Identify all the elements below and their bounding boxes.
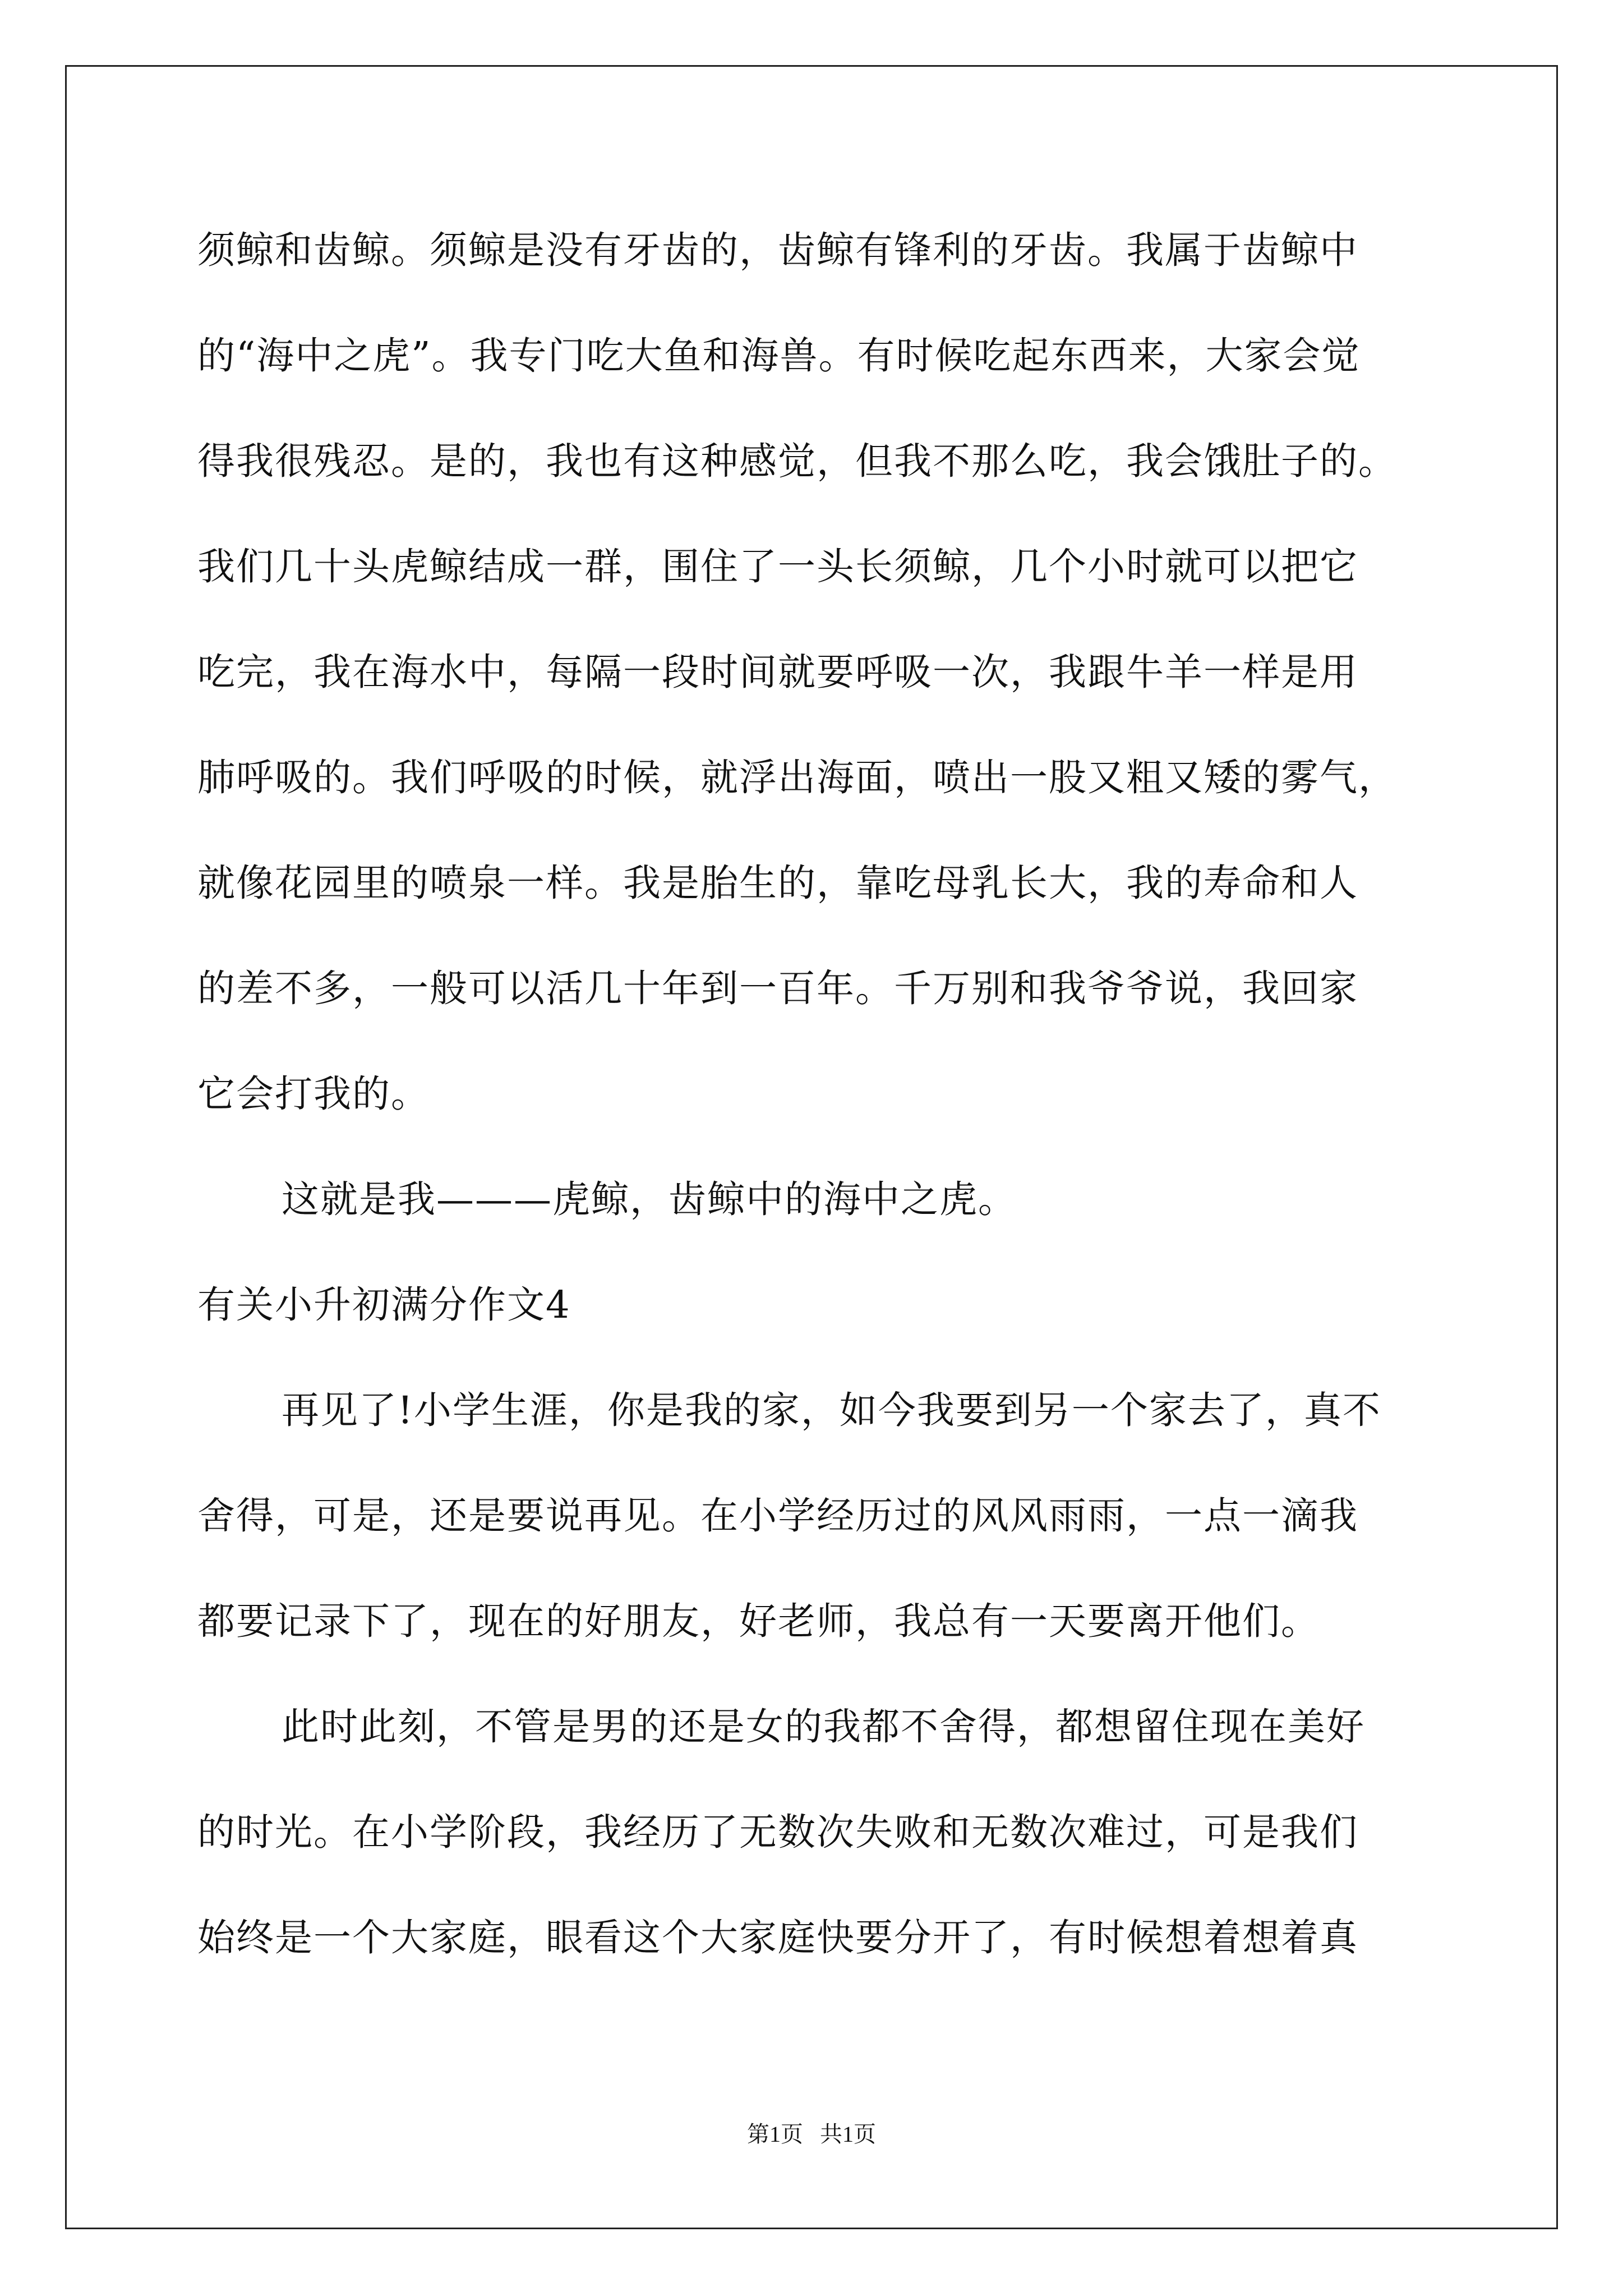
text-line: 的“海中之虎”。我专门吃大鱼和海兽。有时候吃起东西来，大家会觉 [197, 334, 1361, 378]
text-line: 这就是我———虎鲸，齿鲸中的海中之虎。 [282, 1177, 1017, 1221]
text-line: 它会打我的。 [197, 1072, 430, 1116]
footer-gap [803, 2122, 820, 2147]
text-line: 的差不多，一般可以活几十年到一百年。千万别和我爷爷说，我回家 [197, 967, 1358, 1010]
page-footer [0, 2120, 1623, 2148]
document-body [197, 222, 1431, 2015]
text-line: 就像花园里的喷泉一样。我是胎生的，靠吃母乳长大，我的寿命和人 [197, 861, 1358, 905]
page-total: 共1页 [820, 2122, 876, 2147]
text-line: 的时光。在小学阶段，我经历了无数次失败和无数次难过，可是我们 [197, 1810, 1358, 1854]
text-line: 都要记录下了，现在的好朋友，好老师，我总有一天要离开他们。 [197, 1599, 1320, 1643]
text-line: 始终是一个大家庭，眼看这个大家庭快要分开了，有时候想着想着真 [197, 1916, 1358, 1959]
text-line: 肺呼吸的。我们呼吸的时候，就浮出海面，喷出一股又粗又矮的雾气， [197, 756, 1397, 799]
text-line: 须鲸和齿鲸。须鲸是没有牙齿的，齿鲸有锋利的牙齿。我属于齿鲸中 [197, 228, 1358, 272]
text-line: 我们几十头虎鲸结成一群，围住了一头长须鲸，几个小时就可以把它 [197, 545, 1358, 588]
text-line: 舍得，可是，还是要说再见。在小学经历过的风风雨雨，一点一滴我 [197, 1494, 1358, 1538]
page-number: 第1页 [747, 2122, 803, 2147]
text-line: 得我很残忍。是的，我也有这种感觉，但我不那么吃，我会饿肚子的。 [197, 439, 1397, 483]
text-line: 有关小升初满分作文4 [197, 1283, 571, 1327]
text-line: 吃完，我在海水中，每隔一段时间就要呼吸一次，我跟牛羊一样是用 [197, 650, 1358, 694]
text-line: 再见了!小学生涯，你是我的家，如今我要到另一个家去了，真不 [282, 1388, 1381, 1432]
text-line: 此时此刻，不管是男的还是女的我都不舍得，都想留住现在美好 [282, 1705, 1365, 1749]
